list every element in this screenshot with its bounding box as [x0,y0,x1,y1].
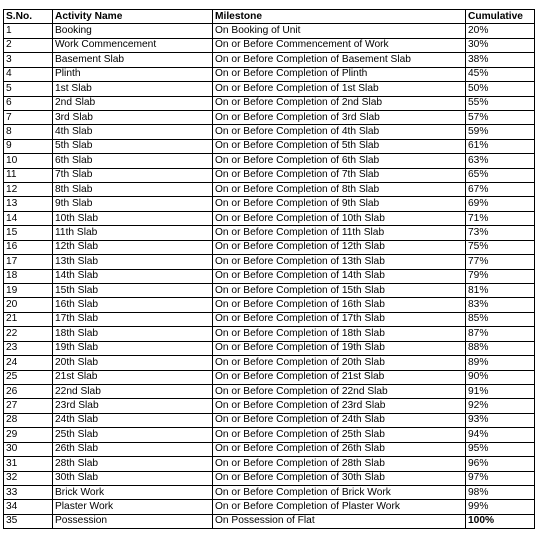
table-row [4,284,535,298]
cell-sno: 6 [4,96,53,110]
cell-cumulative: 96% [466,457,535,471]
cell-activity-name: 22nd Slab [53,384,213,398]
cell-sno: 24 [4,356,53,370]
cell-cumulative: 63% [466,154,535,168]
table-row [4,514,535,528]
cell-cumulative: 91% [466,384,535,398]
cell-cumulative: 98% [466,485,535,499]
cell-milestone: On or Before Completion of 11th Slab [213,226,466,240]
cell-activity-name: 12th Slab [53,240,213,254]
cell-activity-name: 30th Slab [53,471,213,485]
cell-activity-name: 25th Slab [53,428,213,442]
cell-sno: 8 [4,125,53,139]
cell-sno: 29 [4,428,53,442]
cell-activity-name: 6th Slab [53,154,213,168]
cell-milestone: On or Before Completion of 1st Slab [213,82,466,96]
table-row [4,471,535,485]
cell-sno: 33 [4,485,53,499]
table-row [4,298,535,312]
cell-activity-name: 16th Slab [53,298,213,312]
cell-milestone: On or Before Completion of 5th Slab [213,139,466,153]
cell-milestone: On or Before Completion of 15th Slab [213,284,466,298]
cell-milestone: On or Before Completion of 30th Slab [213,471,466,485]
table-row [4,485,535,499]
header-row [4,10,535,24]
cell-milestone: On or Before Completion of Plaster Work [213,500,466,514]
cell-cumulative: 20% [466,24,535,38]
cell-cumulative: 75% [466,240,535,254]
cell-milestone: On or Before Completion of 9th Slab [213,197,466,211]
cell-sno: 23 [4,341,53,355]
cell-sno: 28 [4,413,53,427]
table-row [4,384,535,398]
cell-activity-name: 5th Slab [53,139,213,153]
cell-activity-name: 19th Slab [53,341,213,355]
cell-cumulative: 83% [466,298,535,312]
header-cumulative: Cumulative [466,10,535,24]
cell-cumulative: 90% [466,370,535,384]
table-row [4,125,535,139]
cell-cumulative: 77% [466,255,535,269]
cell-sno: 17 [4,255,53,269]
cell-sno: 18 [4,269,53,283]
cell-milestone: On Booking of Unit [213,24,466,38]
cell-activity-name: 14th Slab [53,269,213,283]
cell-cumulative: 95% [466,442,535,456]
cell-cumulative: 55% [466,96,535,110]
cell-cumulative: 99% [466,500,535,514]
cell-cumulative: 71% [466,211,535,225]
cell-activity-name: 10th Slab [53,211,213,225]
cell-sno: 27 [4,399,53,413]
table-row [4,269,535,283]
cell-sno: 32 [4,471,53,485]
table-row [4,53,535,67]
cell-activity-name: 2nd Slab [53,96,213,110]
cell-sno: 9 [4,139,53,153]
cell-sno: 5 [4,82,53,96]
table-row [4,24,535,38]
cell-cumulative: 81% [466,284,535,298]
cell-cumulative: 59% [466,125,535,139]
cell-milestone: On or Before Completion of 4th Slab [213,125,466,139]
cell-cumulative: 100% [466,514,535,528]
cell-sno: 4 [4,67,53,81]
cell-sno: 7 [4,110,53,124]
table-row [4,139,535,153]
cell-activity-name: 20th Slab [53,356,213,370]
cell-milestone: On or Before Completion of Plinth [213,67,466,81]
cell-activity-name: 11th Slab [53,226,213,240]
cell-sno: 12 [4,183,53,197]
cell-milestone: On or Before Completion of Brick Work [213,485,466,499]
cell-cumulative: 50% [466,82,535,96]
cell-activity-name: Basement Slab [53,53,213,67]
cell-activity-name: 21st Slab [53,370,213,384]
table-header [4,10,535,24]
table-row [4,226,535,240]
cell-sno: 31 [4,457,53,471]
cell-milestone: On or Before Completion of 22nd Slab [213,384,466,398]
cell-milestone: On or Before Completion of 28th Slab [213,457,466,471]
cell-activity-name: 15th Slab [53,284,213,298]
cell-milestone: On or Before Completion of 10th Slab [213,211,466,225]
table-row [4,82,535,96]
cell-activity-name: 13th Slab [53,255,213,269]
cell-activity-name: 4th Slab [53,125,213,139]
cell-cumulative: 73% [466,226,535,240]
cell-milestone: On or Before Completion of 17th Slab [213,312,466,326]
cell-milestone: On or Before Completion of 7th Slab [213,168,466,182]
cell-activity-name: Brick Work [53,485,213,499]
cell-milestone: On or Before Completion of 13th Slab [213,255,466,269]
cell-sno: 13 [4,197,53,211]
table-row [4,96,535,110]
cell-cumulative: 30% [466,38,535,52]
table-row [4,197,535,211]
cell-milestone: On or Before Completion of 16th Slab [213,298,466,312]
table-row [4,38,535,52]
cell-sno: 19 [4,284,53,298]
cell-cumulative: 61% [466,139,535,153]
cell-cumulative: 45% [466,67,535,81]
cell-sno: 25 [4,370,53,384]
table-row [4,457,535,471]
cell-activity-name: Plaster Work [53,500,213,514]
cell-milestone: On or Before Completion of 6th Slab [213,154,466,168]
cell-sno: 2 [4,38,53,52]
cell-milestone: On or Before Completion of 26th Slab [213,442,466,456]
table-row [4,370,535,384]
table-row [4,67,535,81]
cell-milestone: On or Before Completion of 21st Slab [213,370,466,384]
table-row [4,168,535,182]
cell-cumulative: 93% [466,413,535,427]
table-row [4,341,535,355]
cell-milestone: On or Before Completion of 25th Slab [213,428,466,442]
cell-sno: 35 [4,514,53,528]
table-row [4,442,535,456]
table-row [4,327,535,341]
cell-milestone: On or Before Completion of 23rd Slab [213,399,466,413]
cell-cumulative: 92% [466,399,535,413]
cell-cumulative: 89% [466,356,535,370]
cell-sno: 22 [4,327,53,341]
cell-milestone: On or Before Completion of 2nd Slab [213,96,466,110]
cell-cumulative: 97% [466,471,535,485]
cell-cumulative: 85% [466,312,535,326]
cell-milestone: On Possession of Flat [213,514,466,528]
cell-activity-name: 3rd Slab [53,110,213,124]
cell-cumulative: 87% [466,327,535,341]
table-row [4,255,535,269]
cell-sno: 15 [4,226,53,240]
cell-sno: 26 [4,384,53,398]
cell-cumulative: 88% [466,341,535,355]
cell-cumulative: 94% [466,428,535,442]
table-row [4,500,535,514]
cell-milestone: On or Before Completion of 18th Slab [213,327,466,341]
cell-activity-name: Possession [53,514,213,528]
cell-milestone: On or Before Commencement of Work [213,38,466,52]
cell-milestone: On or Before Completion of 3rd Slab [213,110,466,124]
table-row [4,240,535,254]
cell-activity-name: Plinth [53,67,213,81]
table-row [4,399,535,413]
cell-sno: 20 [4,298,53,312]
header-milestone: Milestone [213,10,466,24]
cell-activity-name: 9th Slab [53,197,213,211]
cell-milestone: On or Before Completion of 14th Slab [213,269,466,283]
table-row [4,211,535,225]
cell-milestone: On or Before Completion of Basement Slab [213,53,466,67]
cell-activity-name: 1st Slab [53,82,213,96]
cell-activity-name: 18th Slab [53,327,213,341]
table-row [4,413,535,427]
table-row [4,428,535,442]
header-sno: S.No. [4,10,53,24]
cell-cumulative: 38% [466,53,535,67]
table-row [4,312,535,326]
table-row [4,110,535,124]
cell-cumulative: 57% [466,110,535,124]
cell-sno: 16 [4,240,53,254]
cell-cumulative: 65% [466,168,535,182]
cell-cumulative: 69% [466,197,535,211]
cell-activity-name: 23rd Slab [53,399,213,413]
cell-milestone: On or Before Completion of 24th Slab [213,413,466,427]
cell-sno: 11 [4,168,53,182]
cell-sno: 1 [4,24,53,38]
cell-activity-name: 26th Slab [53,442,213,456]
cell-milestone: On or Before Completion of 19th Slab [213,341,466,355]
cell-activity-name: 28th Slab [53,457,213,471]
table-row [4,154,535,168]
table-row [4,183,535,197]
cell-milestone: On or Before Completion of 12th Slab [213,240,466,254]
cell-activity-name: 7th Slab [53,168,213,182]
cell-activity-name: Booking [53,24,213,38]
table-body [4,24,535,529]
cell-milestone: On or Before Completion of 20th Slab [213,356,466,370]
cell-sno: 34 [4,500,53,514]
cell-sno: 21 [4,312,53,326]
cell-activity-name: 8th Slab [53,183,213,197]
header-activity-name: Activity Name [53,10,213,24]
cell-sno: 30 [4,442,53,456]
payment-plan-table [3,9,535,529]
cell-cumulative: 79% [466,269,535,283]
cell-activity-name: Work Commencement [53,38,213,52]
cell-activity-name: 17th Slab [53,312,213,326]
table-row [4,356,535,370]
cell-milestone: On or Before Completion of 8th Slab [213,183,466,197]
cell-sno: 10 [4,154,53,168]
cell-activity-name: 24th Slab [53,413,213,427]
cell-cumulative: 67% [466,183,535,197]
cell-sno: 3 [4,53,53,67]
cell-sno: 14 [4,211,53,225]
